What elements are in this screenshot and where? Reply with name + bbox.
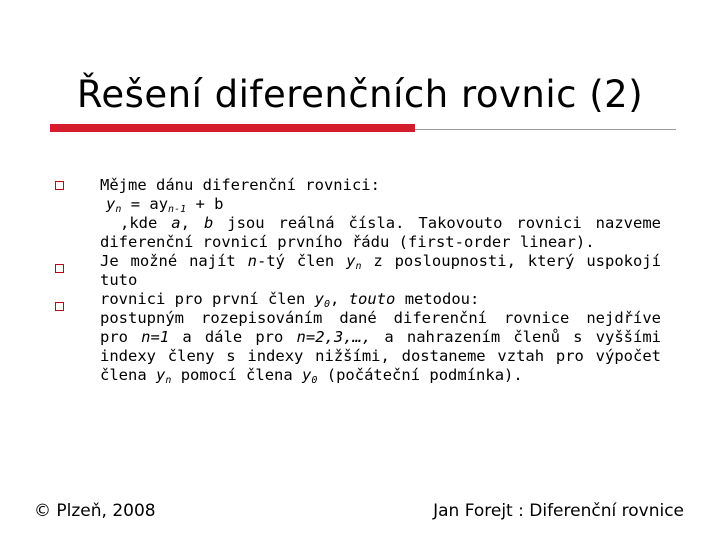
eq-sub-n1: n-1 <box>168 204 187 215</box>
eq-y: y <box>106 195 116 213</box>
eq-sub-n: n <box>115 204 122 215</box>
title-rule-red <box>50 124 415 132</box>
eq-tail: + b <box>186 195 224 213</box>
method-line-1: postupným rozepisováním dané diferenční rovnice nejdříve <box>100 309 661 327</box>
first-term-line: rovnici pro první člen $y_0$, touto metodou: <box>100 290 480 310</box>
slide-body <box>100 176 661 385</box>
bullet-2 <box>55 264 64 273</box>
method-line-2: pro n=1 a dále pro n=2,3,…, a nahrazením členů s vyššími <box>100 328 662 346</box>
method-line-3: indexy členy s indexy nižšími, dostaneme vztah pro výpočet <box>100 347 661 365</box>
first-order-line: diferenční rovnicí prvního řádu (first-order linear). <box>100 233 595 251</box>
footer-right: Jan Forejt : Diferenční rovnice <box>433 501 684 521</box>
bullet-1 <box>55 181 64 190</box>
footer-left: © Plzeň, 2008 <box>34 501 156 521</box>
bullet-3 <box>55 302 64 311</box>
kde-line: ,kde a, b jsou reálná čísla. Takovouto rovnici nazveme <box>120 214 661 232</box>
equation-line <box>100 195 661 214</box>
nth-term-line: Je možné najít n-tý člen $y_n$ z posloupnosti, který uspokojí tuto <box>100 252 661 289</box>
eq-mid: = ay <box>121 195 169 213</box>
method-line-4: člena $y_n$ pomocí člena $y_0$ (počáteční podmínka). <box>100 366 523 386</box>
intro-line: Mějme dánu diferenční rovnici: <box>100 176 380 194</box>
slide-title: Řešení diferenčních rovnic (2) <box>76 73 644 116</box>
